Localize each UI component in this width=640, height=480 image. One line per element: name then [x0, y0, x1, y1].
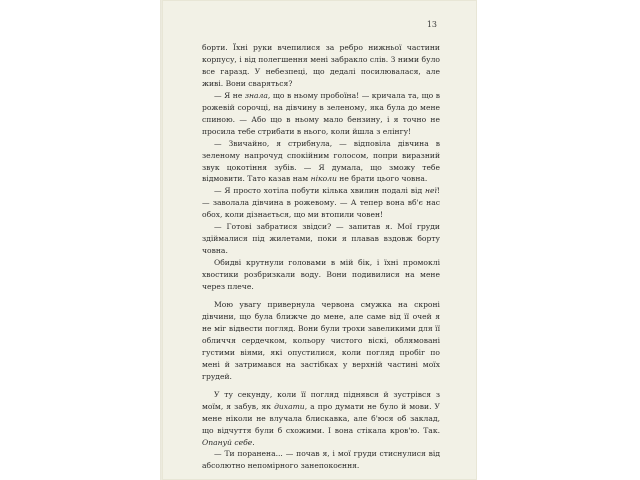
paragraph: — Я просто хотіла побути кілька хвилин подалі від неї! — заволала дівчина в рожевому. — А тепер вона вб'є нас обох, коли дізнається, що ми втопили човен! [202, 186, 440, 220]
paragraph: — Звичайно, я стрибнула, — відповіла дівчина в зеленому напрочуд спокійним голосом, попри виразний звук цокотіння зубів. — Я думала, що зможу тебе відмовити. Тато казав нам ніколи не брати цього човна. [202, 138, 440, 184]
paragraph: — Я не знала, що в ньому пробоїна! — кричала та, що в рожевій сорочці, на дівчину в зеленому, яка була до мене спиною. — Або що в ньому мало бензину, і я точно не просила тебе стрибати в нього, коли йшла з елінгу! [202, 90, 440, 136]
paragraph: У ту секунду, коли її погляд піднявся й зустрівся з моїм, я забув, як дихати, а про думати не було й мови. У мене ніколи не влучала блискавка, але б'юся об заклад, що відчуття були б схожими. І вона стікала кров'ю. Так. Опануй себе. [202, 389, 441, 447]
paragraph: Обидві крутнули головами в мій бік, і їхні промоклі хвостики розбризкали воду. Вони подивилися на мене через плече. [202, 258, 440, 292]
paragraph: — Ти поранена... — почав я, і мої груди стиснулися від абсолютно непомірного занепокоєння. [202, 449, 440, 471]
book-page [162, 0, 477, 480]
page-number: 13 [426, 20, 437, 29]
paragraph: — Готові забратися звідси? — запитав я. Мої груди здіймалися під жилетами, поки я плавав вздовж борту човна. [202, 222, 440, 256]
paragraph: Мою увагу привернула червона смужка на скроні дівчини, що була ближче до мене, але саме від її очей я не міг відвести погляд. Вони були трохи завеликими для її обличчя сердечком, кольору чистого віскі, облямовані густими віями, які опустилися, коли погляд пробіг по мені й затримався на застібках у верхній частині моїх грудей. [202, 300, 440, 381]
paragraph: борти. Їхні руки вчепилися за ребро нижньої частини корпусу, і від полегшення мені забракло слів. З ними було все гаразд. У небезпеці, що дедалі посилювалася, але живі. Вони сваряться? [202, 43, 440, 88]
page-body-text [202, 42, 440, 472]
